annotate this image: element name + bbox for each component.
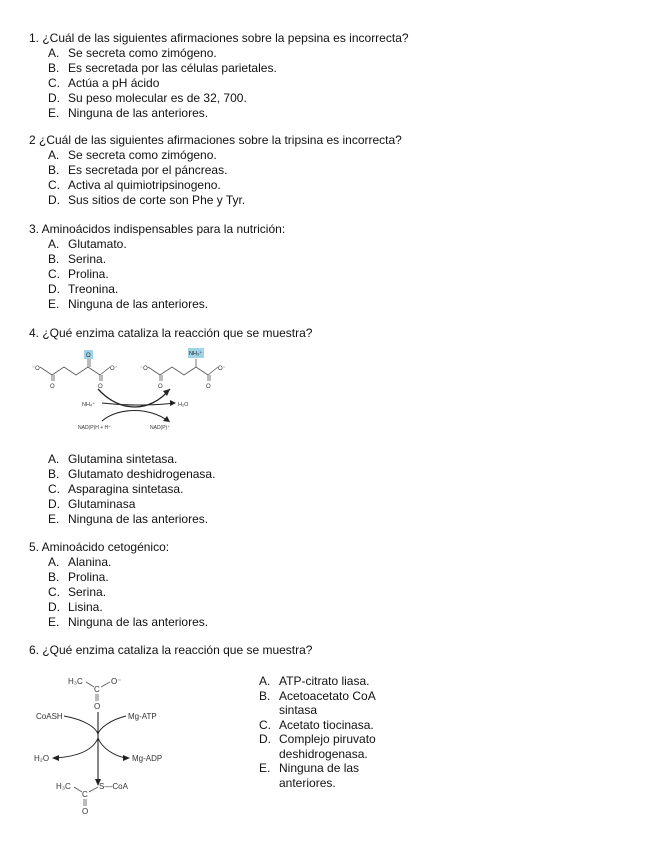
atom-label: O xyxy=(158,384,163,390)
option-text: Activa al quimiotripsinogeno. xyxy=(68,178,221,192)
option-text: Glutamato. xyxy=(68,237,127,251)
atom-label: O xyxy=(50,384,55,390)
question-title: 4. ¿Qué enzima cataliza la reacción que se muestra? xyxy=(29,326,313,340)
bond xyxy=(74,787,82,792)
atom-label: O⁻ xyxy=(111,677,122,686)
option-d xyxy=(48,193,629,208)
atom-label: O⁻ xyxy=(218,366,226,372)
option-d xyxy=(48,282,629,297)
option-list xyxy=(48,237,629,312)
option-text: ATP-citrato liasa. xyxy=(279,674,370,688)
option-letter: E. xyxy=(48,512,60,526)
option-c xyxy=(48,76,629,91)
option-b xyxy=(48,467,629,482)
option-text: Su peso molecular es de 32, 700. xyxy=(68,91,247,105)
option-text: Prolina. xyxy=(68,570,109,584)
option-a xyxy=(48,148,629,163)
option-text: Serina. xyxy=(68,252,107,266)
reaction-arrow-in xyxy=(102,403,136,405)
option-d xyxy=(48,497,629,512)
atom-label: S—CoA xyxy=(99,782,128,791)
reagent-label: NH₄⁺ xyxy=(82,402,96,408)
option-text: Acetato tiocinasa. xyxy=(279,717,374,732)
option-text: Glutamina sintetasa. xyxy=(68,452,178,466)
option-d xyxy=(259,732,399,761)
question-6-options xyxy=(259,674,399,790)
product-label: H₂O xyxy=(34,754,50,763)
product-label: H₂O xyxy=(178,402,189,408)
option-a xyxy=(48,237,629,252)
option-b xyxy=(48,61,629,76)
option-text: Lisina. xyxy=(68,600,103,614)
question-title: 3. Aminoácidos indispensables para la nutrición: xyxy=(29,222,286,236)
option-letter: B. xyxy=(48,467,60,481)
atom-label: O xyxy=(98,384,103,390)
option-e xyxy=(259,761,399,790)
bond xyxy=(86,682,94,687)
option-letter: B. xyxy=(48,570,60,584)
option-text: Ninguna de las anteriores. xyxy=(279,761,360,790)
reaction-arrow-atp xyxy=(98,716,126,734)
option-letter: A. xyxy=(48,46,60,60)
option-text: Serina. xyxy=(68,585,107,599)
question-title: 6. ¿Qué enzima cataliza la reacción que se muestra? xyxy=(29,643,313,657)
reaction-arrow-out xyxy=(136,403,174,405)
atom-label: C xyxy=(82,790,88,799)
atom-label: H₃C xyxy=(56,782,71,791)
arrowhead xyxy=(123,755,130,761)
option-letter: D. xyxy=(48,497,60,511)
option-letter: B. xyxy=(48,163,60,177)
option-letter: B. xyxy=(48,252,60,266)
reaction-figure-acetyl-coa xyxy=(30,668,230,818)
option-letter: C. xyxy=(48,267,60,281)
option-letter: D. xyxy=(48,600,60,614)
option-letter: C. xyxy=(48,482,60,496)
option-e xyxy=(48,512,629,527)
glutamate-chain xyxy=(148,367,208,375)
option-letter: B. xyxy=(48,61,60,75)
option-b xyxy=(48,163,629,178)
atom-label: O⁻ xyxy=(110,366,118,372)
option-letter: C. xyxy=(48,76,60,90)
question-3 xyxy=(29,222,629,312)
option-text: Treonina. xyxy=(68,282,119,296)
option-letter: C. xyxy=(48,585,60,599)
option-text: Es secretada por el páncreas. xyxy=(68,163,228,177)
reaction-arrow-cofactor xyxy=(102,411,168,422)
option-letter: D. xyxy=(259,732,271,746)
option-letter: D. xyxy=(48,91,60,105)
atom-label: C xyxy=(94,685,100,694)
arrowhead xyxy=(170,400,176,406)
option-b xyxy=(259,689,399,718)
option-text: Actúa a pH ácido xyxy=(68,76,160,90)
option-text: Es secretada por las células parietales. xyxy=(68,61,277,75)
option-d xyxy=(48,600,629,615)
option-a xyxy=(48,555,629,570)
option-c xyxy=(48,585,629,600)
reagent-label: CoASH xyxy=(36,712,63,721)
option-text: Acetoacetato CoA sintasa xyxy=(279,688,376,717)
question-2 xyxy=(29,133,629,208)
option-letter: A. xyxy=(48,148,60,162)
option-a xyxy=(48,46,629,61)
question-5 xyxy=(29,540,629,630)
option-text: Ninguna de las anteriores. xyxy=(68,106,209,120)
option-text: Asparagina sintetasa. xyxy=(68,482,184,496)
option-letter: E. xyxy=(48,297,60,311)
option-list xyxy=(48,555,629,630)
question-title: 2 ¿Cuál de las siguientes afirmaciones sobre la tripsina es incorrecta? xyxy=(29,133,402,147)
option-letter: E. xyxy=(48,106,60,120)
arrowhead xyxy=(163,416,170,422)
option-e xyxy=(48,297,629,312)
option-b xyxy=(48,570,629,585)
atom-label: ⁻O xyxy=(32,366,40,372)
option-text: Alanina. xyxy=(68,555,112,569)
option-list xyxy=(48,452,629,527)
question-6 xyxy=(29,643,629,658)
atom-label: O xyxy=(86,353,91,359)
option-d xyxy=(48,91,629,106)
question-4-options xyxy=(29,452,629,527)
question-title: 1. ¿Cuál de las siguientes afirmaciones sobre la pepsina es incorrecta? xyxy=(29,31,409,45)
option-letter: E. xyxy=(259,761,271,775)
option-text: Prolina. xyxy=(68,267,109,281)
reaction-arrow-adp xyxy=(98,738,126,758)
product-label: Mg-ADP xyxy=(132,754,163,763)
option-letter: A. xyxy=(48,237,60,251)
question-4 xyxy=(29,326,629,341)
option-c xyxy=(48,178,629,193)
option-letter: D. xyxy=(48,193,60,207)
option-text: Sus sitios de corte son Phe y Tyr. xyxy=(68,193,246,207)
option-c xyxy=(48,267,629,282)
option-e xyxy=(48,106,629,121)
option-letter: A. xyxy=(48,555,60,569)
reagent-label: Mg-ATP xyxy=(128,712,157,721)
reaction-arrow-coash xyxy=(64,716,98,734)
option-text: Glutamato deshidrogenasa. xyxy=(68,467,216,481)
option-e xyxy=(48,615,629,630)
option-a xyxy=(259,674,399,689)
option-c xyxy=(48,482,629,497)
option-list xyxy=(48,148,629,208)
option-letter: A. xyxy=(48,452,60,466)
option-text: Complejo piruvato deshidrogenasa. xyxy=(279,732,376,761)
option-text: Ninguna de las anteriores. xyxy=(68,512,209,526)
option-letter: C. xyxy=(48,178,60,192)
atom-label: O xyxy=(206,384,211,390)
atom-label: O xyxy=(82,807,89,816)
option-text: Ninguna de las anteriores. xyxy=(68,297,209,311)
option-list xyxy=(48,46,629,121)
cofactor-label: NAD(P)H + H⁺ xyxy=(78,425,111,431)
bond xyxy=(101,682,110,687)
reaction-arrow-h2o xyxy=(56,738,98,758)
alpha-ketoglutarate-chain xyxy=(40,367,100,375)
carboxylate-bond xyxy=(208,367,218,375)
option-text: Se secreta como zimógeno. xyxy=(68,148,217,162)
reaction-figure-glutamate xyxy=(30,345,240,435)
atom-label: O xyxy=(94,702,101,711)
atom-label: NH₃⁺ xyxy=(189,351,203,357)
question-1 xyxy=(29,31,629,121)
option-letter: C. xyxy=(259,717,271,732)
carboxylate-bond xyxy=(100,367,110,375)
atom-label: ⁻O xyxy=(140,366,148,372)
option-letter: D. xyxy=(48,282,60,296)
arrowhead xyxy=(52,755,59,761)
option-letter: E. xyxy=(48,615,60,629)
option-text: Se secreta como zimógeno. xyxy=(68,46,217,60)
option-letter: B. xyxy=(259,688,271,703)
option-text: Glutaminasa xyxy=(68,497,136,511)
cofactor-label: NAD(P)⁺ xyxy=(150,425,170,431)
question-title: 5. Aminoácido cetogénico: xyxy=(29,540,170,554)
option-letter: A. xyxy=(259,674,271,688)
atom-label: H₃C xyxy=(68,677,83,686)
option-b xyxy=(48,252,629,267)
option-c xyxy=(259,718,399,733)
option-a xyxy=(48,452,629,467)
option-text: Ninguna de las anteriores. xyxy=(68,615,209,629)
bond xyxy=(89,787,98,792)
